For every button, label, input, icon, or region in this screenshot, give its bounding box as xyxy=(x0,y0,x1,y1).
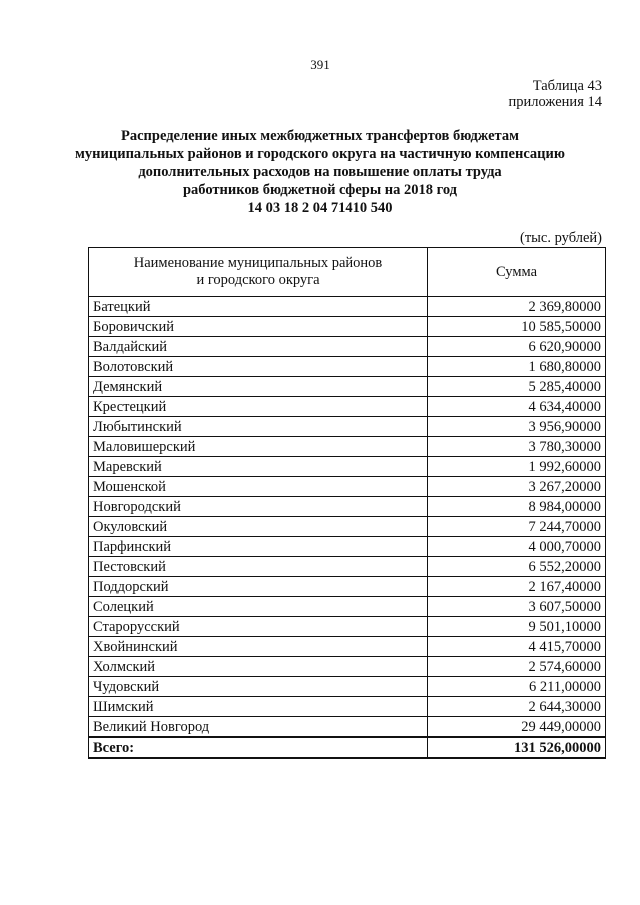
table-row xyxy=(89,697,606,717)
district-amount: 4 634,40000 xyxy=(428,397,606,417)
district-name: Валдайский xyxy=(89,337,428,357)
district-amount: 10 585,50000 xyxy=(428,317,606,337)
district-amount: 1 680,80000 xyxy=(428,357,606,377)
district-name: Шимский xyxy=(89,697,428,717)
column-header-name-line1: Наименование муниципальных районов xyxy=(133,255,383,271)
document-title xyxy=(40,127,600,217)
column-header-name xyxy=(89,248,428,297)
district-name: Мошенской xyxy=(89,477,428,497)
table-row xyxy=(89,657,606,677)
district-amount: 9 501,10000 xyxy=(428,617,606,637)
district-amount: 3 956,90000 xyxy=(428,417,606,437)
table-row xyxy=(89,537,606,557)
table-row xyxy=(89,357,606,377)
table-row xyxy=(89,577,606,597)
title-line: муниципальных районов и городского округа на частичную компенсацию xyxy=(75,146,565,162)
district-amount: 8 984,00000 xyxy=(428,497,606,517)
title-line: дополнительных расходов на повышение оплаты труда xyxy=(138,164,502,180)
column-header-name-line2: и городского округа xyxy=(196,272,320,288)
district-amount: 2 167,40000 xyxy=(428,577,606,597)
table-body xyxy=(89,297,606,759)
district-amount: 2 369,80000 xyxy=(428,297,606,317)
table-row xyxy=(89,517,606,537)
table-row xyxy=(89,297,606,317)
district-name: Солецкий xyxy=(89,597,428,617)
district-name: Пестовский xyxy=(89,557,428,577)
table-row xyxy=(89,437,606,457)
total-row xyxy=(89,737,606,758)
district-name: Окуловский xyxy=(89,517,428,537)
district-name: Старорусский xyxy=(89,617,428,637)
table-row xyxy=(89,397,606,417)
district-amount: 1 992,60000 xyxy=(428,457,606,477)
table-row xyxy=(89,457,606,477)
table-row xyxy=(89,477,606,497)
district-name: Батецкий xyxy=(89,297,428,317)
district-name: Чудовский xyxy=(89,677,428,697)
district-amount: 4 000,70000 xyxy=(428,537,606,557)
table-reference xyxy=(509,78,602,110)
district-amount: 7 244,70000 xyxy=(428,517,606,537)
district-name: Поддорский xyxy=(89,577,428,597)
table-row xyxy=(89,597,606,617)
title-line: Распределение иных межбюджетных трансфертов бюджетам xyxy=(121,128,519,144)
table-number: Таблица 43 xyxy=(532,78,602,94)
district-name: Крестецкий xyxy=(89,397,428,417)
table-row xyxy=(89,417,606,437)
district-name: Хвойнинский xyxy=(89,637,428,657)
district-name: Маревский xyxy=(89,457,428,477)
district-amount: 3 607,50000 xyxy=(428,597,606,617)
district-name: Волотовский xyxy=(89,357,428,377)
table-row xyxy=(89,637,606,657)
district-amount: 6 552,20000 xyxy=(428,557,606,577)
total-label: Всего: xyxy=(89,737,428,758)
district-amount: 3 780,30000 xyxy=(428,437,606,457)
district-amount: 29 449,00000 xyxy=(428,717,606,738)
table-row xyxy=(89,317,606,337)
budget-classification-code: 14 03 18 2 04 71410 540 xyxy=(247,200,393,216)
transfers-table xyxy=(88,247,606,759)
district-name: Любытинский xyxy=(89,417,428,437)
table-row xyxy=(89,497,606,517)
district-amount: 5 285,40000 xyxy=(428,377,606,397)
units-label: (тыс. рублей) xyxy=(520,230,602,246)
district-name: Парфинский xyxy=(89,537,428,557)
column-header-amount: Сумма xyxy=(428,248,606,297)
district-name: Демянский xyxy=(89,377,428,397)
district-amount: 3 267,20000 xyxy=(428,477,606,497)
district-amount: 6 211,00000 xyxy=(428,677,606,697)
total-amount: 131 526,00000 xyxy=(428,737,606,758)
appendix-number: приложения 14 xyxy=(508,94,602,110)
district-name: Великий Новгород xyxy=(89,717,428,738)
table-header-row xyxy=(89,248,606,297)
district-name: Холмский xyxy=(89,657,428,677)
district-amount: 6 620,90000 xyxy=(428,337,606,357)
table-row xyxy=(89,617,606,637)
table-row xyxy=(89,337,606,357)
district-name: Новгородский xyxy=(89,497,428,517)
district-amount: 2 574,60000 xyxy=(428,657,606,677)
table-row xyxy=(89,377,606,397)
table-row xyxy=(89,717,606,738)
district-amount: 2 644,30000 xyxy=(428,697,606,717)
district-name: Боровичский xyxy=(89,317,428,337)
district-amount: 4 415,70000 xyxy=(428,637,606,657)
page-number: 391 xyxy=(310,57,330,72)
table-row xyxy=(89,677,606,697)
title-line: работников бюджетной сферы на 2018 год xyxy=(182,182,458,198)
district-name: Маловишерский xyxy=(89,437,428,457)
table-row xyxy=(89,557,606,577)
